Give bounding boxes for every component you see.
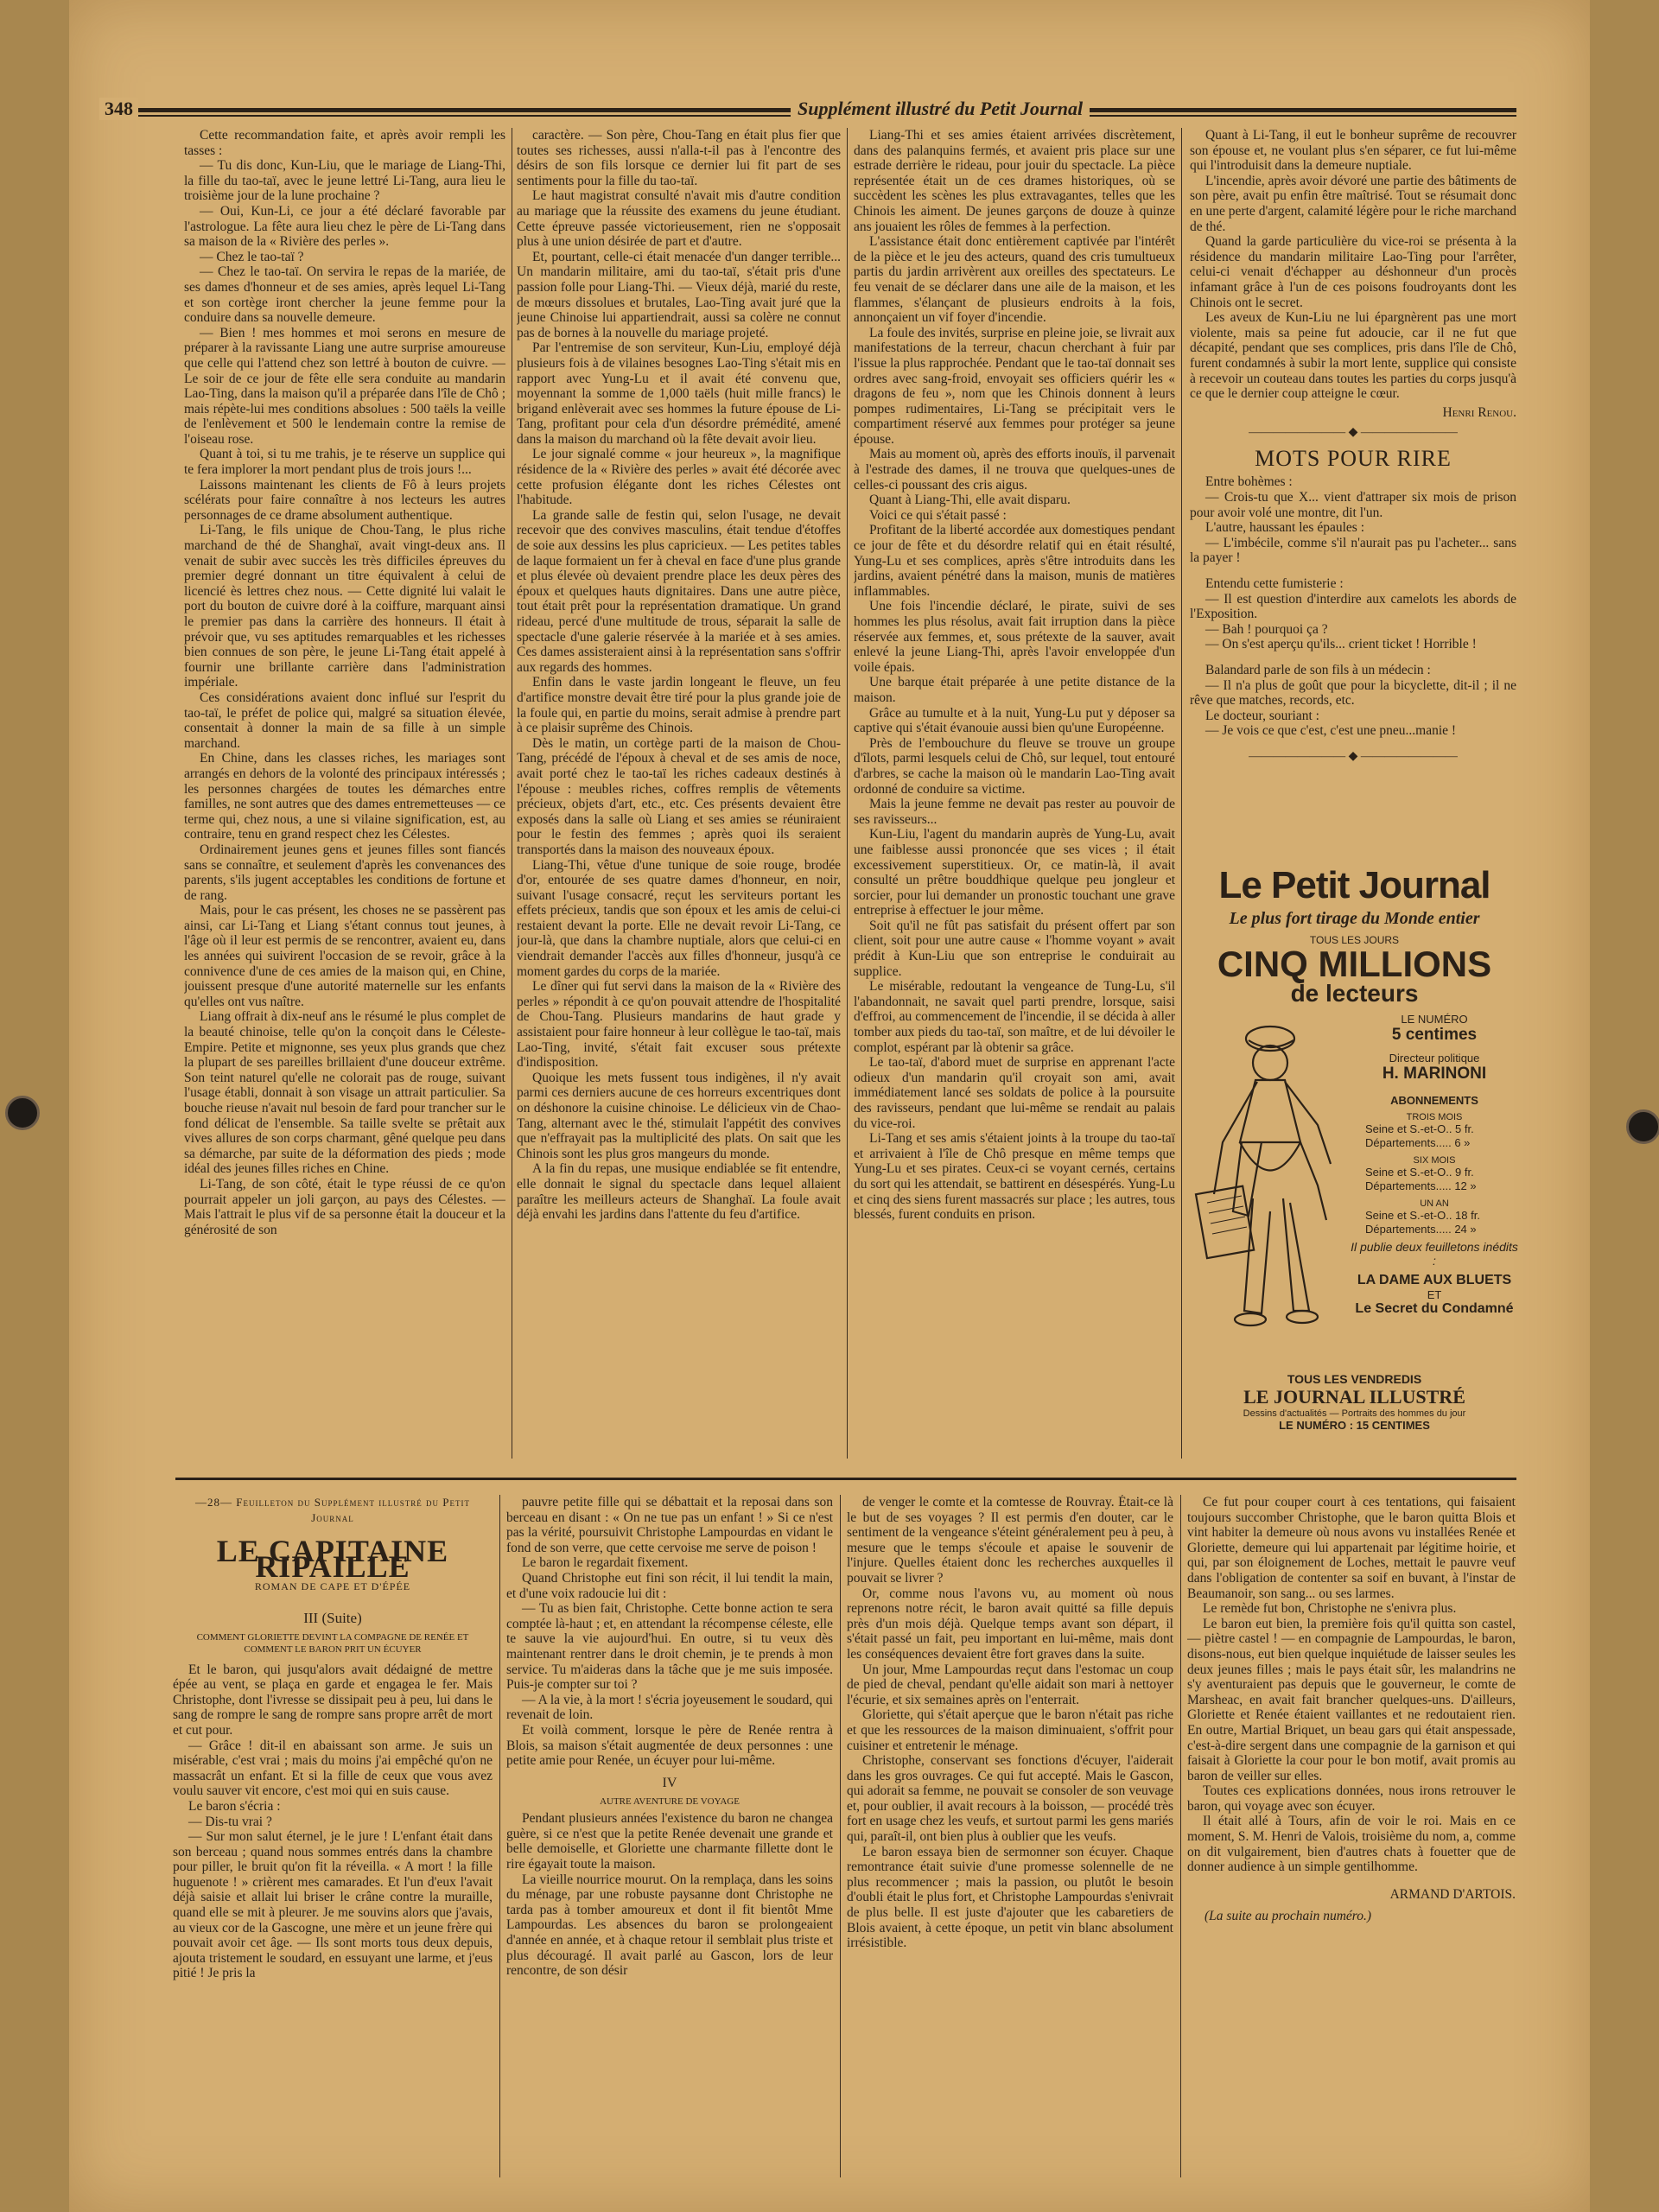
- article-paragraph: Par l'entremise de son serviteur, Kun-Liu, employé déjà plusieurs fois à de vilaines besognes Lao-Ting s'était mis en rapport avec Yung-Lu et il avait été convenu que, moyennant la somme de 1,000 taëls (huit mille francs) le brigand enlèverait avec ses hommes la future épouse de Li-Tang, profitant pour cela d'un désordre prémédité, amené dans la maison du marchand où la fête devait avoir lieu.: [517, 340, 841, 447]
- article-paragraph: Le haut magistrat consulté n'avait mis d'autre condition au mariage que la réussite des examens du jeune étudiant. Cette épreuve passée victorieusement, rien ne s'opposait plus à une union désirée de part et d'autre.: [517, 188, 841, 250]
- feuilleton-paragraph: — Sur mon salut éternel, je le jure ! L'enfant était dans son berceau ; quand nous sommes entrés dans la chambre pour piller, le bruit qu'on fit la réveilla. « A mort ! la fille huguenote ! » crièrent mes camarades. Et l'un d'eux l'avait déjà saisie et allait lui briser le crâne contre la muraille, quand elle se mit à pleurer. Je me souvins alors que j'avais, au vieux cor de la Gascogne, une mère et un jeune frère qui pouvait avoir cet âge. — Ils sont morts tous deux depuis, ajouta tristement le soudard, en essuyant une larme, et j'eus pitié ! Je pris la: [173, 1829, 493, 1981]
- article-paragraph: Grâce au tumulte et à la nuit, Yung-Lu put y déposer sa captive qui s'était évanouie aussi bien qu'une Européenne.: [854, 705, 1175, 736]
- article-paragraph: Près de l'embouchure du fleuve se trouve un groupe d'îlots, parmi lesquels celui de Chô, sur lequel, tout entouré d'arbres, se cache la maison où le mandarin Lao-Ting avait ordonné de conduire sa victime.: [854, 735, 1175, 797]
- column-rule: [1180, 1495, 1181, 2177]
- article-paragraph: Voici ce qui s'était passé :: [869, 507, 1007, 523]
- advert-illustrated: [1188, 1372, 1521, 1432]
- feuilleton-paragraph: Le baron le regardait fixement.: [522, 1555, 689, 1571]
- column-rule: [499, 1495, 500, 2177]
- feuilleton-paragraph: Le remède fut bon, Christophe ne s'enivra plus.: [1203, 1601, 1457, 1617]
- advert-illustrated-title: LE JOURNAL ILLUSTRÉ: [1243, 1386, 1465, 1408]
- masthead: [99, 98, 1516, 124]
- feuilleton-paragraph: Et le baron, qui jusqu'alors avait dédaigné de mettre épée au vent, se plaça en garde et engagea le fer. Mais Christophe, dont l'ivresse se dissipait peu à peu, lui dans le sang de rompre le sang de rompre sans propre arrêt de mort et cut pour.: [173, 1662, 493, 1738]
- feuilleton-paragraph: Ce fut pour couper court à ces tentations, qui faisaient toujours succomber Christophe, que le baron quitta Blois et vint habiter la demeure où nous avons vu installées Renée et Gloriette, demeure qui lui appartenait par légitime hoirie, et qui, par son éloignement de Loches, mettait le pauvre veuf dans l'obligation de contenter sa soif en buvant, à l'instar de Beaumanoir, son sang... ou ses larmes.: [1187, 1495, 1516, 1601]
- feuilleton-paragraph: Le baron s'écria :: [188, 1798, 281, 1814]
- feuilleton-chapter: III (Suite): [303, 1609, 362, 1626]
- article-paragraph: Quant à Liang-Thi, elle avait disparu.: [869, 493, 1071, 508]
- feuilleton-chapter-sub: COMMENT GLORIETTE DEVINT LA COMPAGNE DE RENÉE ET COMMENT LE BARON PRIT UN ÉCUYER: [196, 1631, 469, 1655]
- advert-et: ET: [1427, 1288, 1442, 1301]
- feuilleton-column-3: [847, 1495, 1173, 2177]
- joke: [1190, 576, 1516, 652]
- feuilleton-paragraph: Or, comme nous l'avons vu, au moment où nous reprenons notre récit, le baron avait quitté sa fille depuis près d'un mois déjà. Quelque temps avant son départ, il s'était passé un fait, peu important en lui-même, mais dont les conséquences devaient être fort graves dans la suite.: [847, 1586, 1173, 1662]
- binder-hole-right: [1626, 1109, 1659, 1144]
- advert-tagline: Le plus fort tirage du Monde entier: [1229, 909, 1480, 928]
- article-paragraph: Kun-Liu, l'agent du mandarin auprès de Yung-Lu, avait une faiblesse aussi prononcée que ses vices ; il était excessivement superstitieux. Or, ce matin-là, il avait consulté un prêtre bouddhique quelque peu jongleur et sorcier, pour lui demander un pronostic touchant une grave entreprise à effectuer le jour même.: [854, 827, 1175, 918]
- rate-dept: Départements..... 6 »: [1365, 1136, 1471, 1149]
- feuilleton-continued: (La suite au prochain numéro.): [1205, 1909, 1372, 1924]
- rate-dept: Départements..... 24 »: [1365, 1223, 1477, 1236]
- joke-line: — Il n'a plus de goût que pour la bicyclette, dit-il ; il ne rêve que matches, records, etc.: [1190, 677, 1516, 709]
- feuilleton-paragraph: — Dis-tu vrai ?: [188, 1814, 272, 1829]
- author-signature: Henri Renou.: [1442, 404, 1516, 420]
- feuilleton-column-2: [506, 1495, 833, 2177]
- article-paragraph: Laissons maintenant les clients de Fô à leurs projets scélérats pour faire connaître à nos lecteurs les autres personnages de ce drame absolument authentique.: [184, 477, 505, 523]
- article-paragraph: Li-Tang, le fils unique de Chou-Tang, le plus riche marchand de thé de Shanghaï, avait vingt-deux ans. Il venait de subir avec succès les très difficiles épreuves du premier degré donnant un titre équivalent à celui de licencié ès lettres chez nous. — Cette dignité lui valait le port du bouton de cuivre doré à la coiffure, marquant ainsi le premier pas dans la carrière des honneurs. Il était à prévoir que, vu ses aptitudes remarquables et les richesses bien connues de son père, le jeune Li-Tang était appelé à fournir une brillante carrière dans l'administration impériale.: [184, 523, 505, 690]
- feuilleton-subtitle: ROMAN DE CAPE ET D'ÉPÉE: [254, 1580, 411, 1593]
- feuilleton-chapter-iv-sub: AUTRE AVENTURE DE VOYAGE: [600, 1796, 740, 1808]
- feuilleton-paragraph: — Tu as bien fait, Christophe. Cette bonne action te sera comptée là-haut ; et, en attendant la récompense céleste, elle te sauve la vie aujourd'hui. En outre, si tu veux dès maintenant rentrer dans le droit chemin, je te prends à mon service. Tu m'aideras dans la tâche que je me suis imposée. Puis-je compter sur toi ?: [506, 1601, 833, 1693]
- feuilleton-paragraph: — Grâce ! dit-il en abaissant son arme. Je suis un misérable, c'est vrai ; mais du moins j'ai empêché qu'on ne massacrât un enfant. Et si la fille de ceux que vous avez voulu sauver vit encore, c'est moi qui en suis cause.: [173, 1738, 493, 1799]
- article-paragraph: Profitant de la liberté accordée aux domestiques pendant ce jour de fête et du désordre relatif qui en était résulté, Yung-Lu et ses complices, après s'être introduits dans les jardins, avaient pénétré dans la maison, munis de matières inflammables.: [854, 523, 1175, 599]
- advert-brand: Le Petit Journal: [1218, 864, 1491, 906]
- article-paragraph: L'incendie, après avoir dévoré une partie des bâtiments de son père, avait pu enfin être maîtrisé. Tout se résumait donc en une perte d'argent, calamité légère pour le riche marchand de thé.: [1190, 173, 1516, 234]
- article-paragraph: Mais au moment où, après des efforts inouïs, il parvenait à l'estrade des dames, il ne trouva que quelques-unes de celles-ci poussant des cris aigus.: [854, 447, 1175, 493]
- article-paragraph: Quant à toi, si tu me trahis, je te réserve un supplice qui te fera implorer la mort pendant plus de trois jours !...: [184, 447, 505, 478]
- article-paragraph: — Bien ! mes hommes et moi serons en mesure de préparer à la ravissante Liang une autre surprise amoureuse que celle qui l'attend chez son lettré à bouton de cuivre. — Le soir de ce jour de fête elle sera conduite au mandarin Lao-Ting, dans la maison qu'il a préparée dans l'île de Chô ; mais répète-lui mes conditions absolues : 500 taëls la veille de l'enlèvement et 500 le lendemain contre la remise de l'oiseau rose.: [184, 325, 505, 447]
- feuilleton-chapter-iv: IV: [662, 1775, 677, 1790]
- feuilleton-paragraph: Toutes ces explications données, nous irons retrouver le baron, qui voyage avec son écuyer.: [1187, 1783, 1516, 1814]
- article-paragraph: Le misérable, redoutant la vengeance de Tung-Lu, s'il l'abandonnait, ne savait quel parti prendre, lorsque, saisi d'effroi, au commencement de l'incendie, il se décida à aller tomber aux pieds du tao-taï, son maître, et de lui dévoiler le complot, espérant par là obtenir sa grâce.: [854, 979, 1175, 1055]
- advert-novel-1: LA DAME AUX BLUETS: [1357, 1273, 1512, 1287]
- jokes-list: [1190, 474, 1516, 739]
- advert-readers: de lecteurs: [1290, 980, 1419, 1007]
- feuilleton-column-4: [1187, 1495, 1516, 2177]
- joke-line: Le docteur, souriant :: [1205, 708, 1319, 723]
- binder-hole-left: [5, 1096, 40, 1130]
- rate-period: UN AN: [1420, 1198, 1449, 1209]
- article-paragraph: Mais la jeune femme ne devait pas rester au pouvoir de ses ravisseurs...: [854, 797, 1175, 827]
- rate-period: SIX MOIS: [1413, 1155, 1456, 1166]
- article-paragraph: Ordinairement jeunes gens et jeunes filles sont fiancés sans se connaître, et seulement d'après les convenances des parents, s'ils jugent acceptables les conditions de fortune et de rang.: [184, 842, 505, 903]
- article-column-4: [1190, 128, 1516, 862]
- article-paragraph: Dès le matin, un cortège parti de la maison de Chou-Tang, précédé de l'époux à cheval et de ses amis de noce, avait porté chez le tao-taï les riches cadeaux destinés à l'épouse : meubles riches, coffres remplis de vêtements précieux, objets d'art, etc., etc. Ces présents devaient être exposés dans la salle où Liang et ses amies se réuniraient pour le festin des femmes ; après quoi ils seraient transportés dans la maison des nouveaux époux.: [517, 735, 841, 857]
- page-number: 348: [99, 98, 138, 120]
- petit-journal-advert: [1188, 864, 1521, 1469]
- article-paragraph: Les aveux de Kun-Liu ne lui épargnèrent pas une mort violente, mais sa peine fut adoucie, car il ne fut que décapité, pendant que ses complices, pris dans l'île de Chô, furent condamnés à subir la mort lente, supplice qui consiste à recevoir un couteau dans toutes les parties du corps jusqu'à ce que le dernier coup atteigne le cœur.: [1190, 310, 1516, 402]
- column-rule: [840, 1495, 841, 2177]
- column-rule: [1181, 128, 1182, 1459]
- joke-line: — L'imbécile, comme s'il n'aurait pas pu l'acheter... sans la payer !: [1190, 535, 1516, 566]
- feuilleton-paragraph: La vieille nourrice mourut. On la remplaça, dans les soins du ménage, par une robuste paysanne dont Christophe ne tarda pas à tomber amoureux et dont il fit bientôt Mme Lampourdas. Les absences du baron se prolongeaient d'année en année, et à chaque retour il semblait plus triste et plus découragé. Il avait parlé au Gascon, lors de leur rencontre, de son désir: [506, 1872, 833, 1979]
- article-paragraph: Cette recommandation faite, et après avoir rempli les tasses :: [184, 128, 505, 158]
- newspaper-seller-illustration: [1188, 1013, 1344, 1358]
- advert-publishes: Il publie deux feuilletons inédits :: [1351, 1240, 1518, 1268]
- article-paragraph: Quand la garde particulière du vice-roi se présenta à la résidence du mandarin militaire Lao-Ting pour l'arrêter, celui-ci venait d'échapper au déshonneur d'un procès infamant grâce à l'un de ces poisons foudroyants dont les Chinois ont le secret.: [1190, 234, 1516, 310]
- article-paragraph: Quoique les mets fussent tous indigènes, il n'y avait parmi ces derniers aucune de ces horreurs excentriques dont on déshonore la cuisine chinoise. Le délicieux vin de Chao-Tang, alternant avec le thé, stimulait l'appétit des convives que n'effrayait pas la multiplicité des plats. On sait que les Chinois sont les plus gros mangeurs du monde.: [517, 1070, 841, 1161]
- rate-seine: Seine et S.-et-O.. 5 fr.: [1365, 1122, 1474, 1135]
- feuilleton-paragraph: Le baron essaya bien de sermonner son écuyer. Chaque remontrance était suivie d'une promesse solennelle de ne plus recommencer ; mais la passion, ou plutôt le besoin d'oubli était le plus fort, et Christophe Lampourdas s'enivrait de plus belle. Il est juste d'ajouter que les cabaretiers de Blois avaient, à cette époque, un petit vin blanc absolument irrésistible.: [847, 1844, 1173, 1951]
- joke: [1190, 474, 1516, 566]
- feuilleton-paragraph: Un jour, Mme Lampourdas reçut dans l'estomac un coup de pied de cheval, pendant qu'elle aidait son mari à nettoyer l'écurie, et six semaines après on l'enterrait.: [847, 1662, 1173, 1707]
- article-paragraph: La foule des invités, surprise en pleine joie, se livrait aux manifestations de la terreur, chacun cherchant à fuir par l'issue la plus rapprochée. Pendant que le tao-taï donnait ses ordres avec sang-froid, envoyait ses officiers quérir les « dragons de feu », nom que les Chinois donnent à leurs pompes rudimentaires, Li-Tang se précipitait vers le compartiment réservé aux femmes pour protéger sa jeune épouse.: [854, 325, 1175, 447]
- joke-line: — Je vois ce que c'est, c'est une pneu...manie !: [1205, 723, 1457, 739]
- article-paragraph: En Chine, dans les classes riches, les mariages sont arrangés en dehors de la volonté des principaux intéressés ; les personnes chargées de toutes les démarches entre familles, ne sont autres que des dames entremetteuses — ce terme qui, chez nous, a une si vilaine signification, est, au contraire, tenu en grand respect chez les Célestes.: [184, 751, 505, 842]
- rate-seine: Seine et S.-et-O.. 9 fr.: [1365, 1166, 1474, 1179]
- advert-details: [1348, 1013, 1521, 1317]
- feuilleton-paragraph: Et voilà comment, lorsque le père de Renée rentra à Blois, sa maison s'était augmentée de deux personnes : une petite amie pour Renée, un écuyer pour lui-même.: [506, 1722, 833, 1769]
- article-paragraph: — Tu dis donc, Kun-Liu, que le mariage de Liang-Thi, la fille du tao-taï, avec le jeune lettré Li-Tang, aura lieu le troisième jour de la lune prochaine ?: [184, 158, 505, 204]
- feuilleton-signature: ARMAND D'ARTOIS.: [1389, 1886, 1516, 1902]
- joke-line: L'autre, haussant les épaules :: [1205, 520, 1364, 536]
- article-paragraph: Une barque était préparée à une petite distance de la maison.: [854, 675, 1175, 705]
- article-paragraph: — Chez le tao-taï ?: [200, 249, 304, 264]
- feuilleton-paragraph: Gloriette, qui s'était aperçue que le baron n'était pas riche et que les ressources de la maison diminuaient, s'offrit pour cuisiner et entretenir le ménage.: [847, 1707, 1173, 1753]
- advert-millions: CINQ MILLIONS: [1217, 944, 1492, 984]
- article-paragraph: Liang-Thi, vêtue d'une tunique de soie rouge, brodée d'or, entourée de ses quatre dames d'honneur, en noir, suivant l'usage consacré, reçut les serviteurs portant les effets précieux, tandis que son époux et les amis de celui-ci restaient devant la porte. Elle ne devait revoir Li-Tang, ce jour-là, que dans la chambre nuptiale, alors que celui-ci en viendrait demander l'accès aux filles d'honneur, jusqu'à ce moment gardes du corps de la mariée.: [517, 857, 841, 979]
- section-divider: [175, 1478, 1516, 1480]
- article-column-2: [517, 128, 841, 1459]
- divider-ornament: ———————— ◆ ————————: [1249, 426, 1458, 440]
- article-column-3: [854, 128, 1175, 1459]
- advert-director: H. MARINONI: [1382, 1065, 1487, 1083]
- joke-line: Balandard parle de son fils à un médecin :: [1205, 663, 1431, 677]
- article-paragraph: Et, pourtant, celle-ci était menacée d'un danger terrible... Un mandarin militaire, ami du tao-taï, s'était pris d'une passion folle pour Liang-Thi. — Vieux déjà, marié du reste, de mœurs dissolues et brutales, Lao-Ting avait juré que la jeune Chinoise lui appartiendrait, aussi sa colère ne connut pas de bornes à la nouvelle du mariage projeté.: [517, 249, 841, 340]
- article-paragraph: Mais, pour le cas présent, les choses ne se passèrent pas ainsi, car Li-Tang et Liang s'étant connus tout jeunes, à l'âge où il leur est permis de se rencontrer, avaient eu, dans les années qui suivirent l'occasion de se revoir, grâce à la connivence d'une de ces amies de la maison qui, en Chine, jouissent presque d'une autorité maternelle sur les enfants qu'elles ont vus naître.: [184, 903, 505, 1009]
- advert-every-day: TOUS LES JOURS: [1309, 934, 1400, 946]
- advert-rates: [1348, 1112, 1521, 1236]
- jokes-title: MOTS POUR RIRE: [1255, 445, 1452, 471]
- publication-title: Supplément illustré du Petit Journal: [791, 98, 1090, 120]
- joke-line: Entre bohèmes :: [1205, 474, 1293, 490]
- rate-period: TROIS MOIS: [1406, 1112, 1463, 1122]
- column-rule: [847, 128, 848, 1459]
- feuilleton-paragraph: — A la vie, à la mort ! s'écria joyeusement le soudard, qui revenait de loin.: [506, 1692, 833, 1723]
- feuilleton-paragraph: pauvre petite fille qui se débattait et la reposai dans son berceau en disant : « On ne tue pas un enfant ! » Si ce n'est pas la vérité, poursuivit Christophe Lampourdas en vidant le fond de son verre, que cette cervoise me serve de poison !: [506, 1495, 833, 1555]
- joke-line: — On s'est aperçu qu'ils... crient ticket ! Horrible !: [1205, 637, 1477, 652]
- feuilleton-paragraph: de venger le comte et la comtesse de Rouvray. Était-ce là le but de ses voyages ? Il est permis d'en douter, car le sentiment de la vengeance s'éteint généralement peu à peu, à mesure que le temps s'écoule et apaise le souvenir de l'injure. Quelles étaient donc les recherches auxquelles il pouvait se livrer ?: [847, 1495, 1173, 1586]
- article-paragraph: Le dîner qui fut servi dans la maison de la « Rivière des perles » répondit à ce qu'on pouvait attendre de l'hospitalité de Chou-Tang. Plusieurs mandarins de haut grade y assistaient pour faire honneur à leur collègue le tao-taï, mais Lao-Ting, invité, s'était fait excuser sous prétexte d'indisposition.: [517, 979, 841, 1071]
- rate-seine: Seine et S.-et-O.. 18 fr.: [1365, 1209, 1480, 1222]
- article-paragraph: Ces considérations avaient donc influé sur l'esprit du tao-taï, le préfet de police qui, malgré sa situation élevée, consentait à donner la main de sa fille à un simple marchand.: [184, 690, 505, 751]
- joke-line: — Crois-tu que X... vient d'attraper six mois de prison pour avoir volé une montre, dit l'un.: [1190, 490, 1516, 520]
- joke-line: Entendu cette fumisterie :: [1205, 576, 1344, 592]
- article-paragraph: Le jour signalé comme « jour heureux », la magnifique résidence de la « Rivière des perles » avait été décorée avec cette profusion élégante dont les riches Célestes ont l'habitude.: [517, 447, 841, 508]
- article-paragraph: Une fois l'incendie déclaré, le pirate, suivi de ses hommes les plus résolus, avait fait irruption dans la pièce réservée aux femmes, et, sous prétexte de la sauver, avait enlevé la jeune Liang-Thi, après l'avoir enveloppée d'un voile épais.: [854, 599, 1175, 675]
- feuilleton-header: —28— Feuilleton du Supplément illustré du Petit Journal: [195, 1496, 470, 1524]
- advert-issue-price: 5 centimes: [1391, 1026, 1478, 1044]
- advert-director-label: Directeur politique: [1389, 1052, 1480, 1065]
- advert-issue-label: LE NUMÉRO: [1401, 1013, 1468, 1026]
- feuilleton-column-1: [173, 1495, 493, 2169]
- article-paragraph: Enfin dans le vaste jardin longeant le fleuve, un feu d'artifice monstre devait être tiré pour la plus grande joie de la foule qui, en partie du moins, serait admise à prendre part à ce plaisir suprême des Chinois.: [517, 675, 841, 736]
- rate-dept: Départements..... 12 »: [1365, 1179, 1477, 1192]
- article-paragraph: A la fin du repas, une musique endiablée se fit entendre, elle donnait le signal du spectacle dans lequel allaient paraître les meilleurs acteurs de Shanghaï. La foule avait déjà envahi les jardins dans l'attente du feu d'artifice.: [517, 1161, 841, 1223]
- feuilleton-paragraph: Quand Christophe eut fini son récit, il lui tendit la main, et d'une voix radoucie lui dit :: [506, 1570, 833, 1601]
- advert-subscriptions: ABONNEMENTS: [1390, 1094, 1478, 1107]
- article-paragraph: Liang offrait à dix-neuf ans le résumé le plus complet de la beauté chinoise, telle qu'on la conçoit dans le Céleste-Empire. Petite et mignonne, ses yeux plus grands que chez la plupart de ses pareilles brillaient d'une douceur extrême. Son teint naturel qu'elle ne colorait pas de rouge, suivant l'usage établi, donnait à son visage un attrait particulier. Sa bouche rieuse n'avait nul besoin de fard pour trancher sur le fond délicat de l'ensemble. Sa taille svelte se prêtait aux vives allures de son corps charmant, gêné quelque peu dans sa démarche, par suite de la déformation des pieds ; mode idéal des jeunes filles riches en Chine.: [184, 1009, 505, 1177]
- article-paragraph: L'assistance était donc entièrement captivée par l'intérêt de la pièce et le jeu des acteurs, quand des cris tumultueux partis du jardin arrivèrent aux oreilles des spectateurs. Le feu venait de se déclarer dans une aile de la maison, et les flammes, s'élançant de plusieurs endroits à la fois, annonçaient un vif foyer d'incendie.: [854, 234, 1175, 326]
- article-paragraph: — Chez le tao-taï. On servira le repas de la mariée, de ses dames d'honneur et de ses amies, après lequel Li-Tang et son cortège iront chercher la jeune femme pour la conduire dans sa nouvelle demeure.: [184, 264, 505, 326]
- article-paragraph: Li-Tang et ses amis s'étaient joints à la troupe du tao-taï et arrivaient à l'île de Chô presque en même temps que Yung-Lu et ses pirates. Ceux-ci se voyant cernés, certains du sort qui les attendait, se battirent en désespérés. Yung-Lu et cinq des siens furent massacrés sur place ; les autres, tous blessés, furent conduits en prison.: [854, 1131, 1175, 1223]
- feuilleton-title: LE CAPITAINE RIPAILLE: [216, 1534, 449, 1584]
- joke-line: — Bah ! pourquoi ça ?: [1205, 621, 1328, 637]
- feuilleton-paragraph: Christophe, conservant ses fonctions d'écuyer, l'aiderait dans les gros ouvrages. Ce qui fut accepté. Mais le Gascon, qui adorait sa femme, ne pouvait se consoler de son veuvage et, pour oublier, il avait recours à la boisson, — procédé très fort en usage chez les veufs, et surtout parmi les gens mariés qui, paraît-il, ont bien plus à oublier que les veufs.: [847, 1753, 1173, 1845]
- advert-illustrated-price: LE NUMÉRO : 15 CENTIMES: [1279, 1419, 1430, 1432]
- advert-weekly: TOUS LES VENDREDIS: [1287, 1372, 1422, 1386]
- article-paragraph: — Oui, Kun-Li, ce jour a été déclaré favorable par l'astrologue. La fête aura lieu chez le père de Li-Tang dans sa maison de la « Rivière des perles ».: [184, 203, 505, 250]
- joke: [1190, 663, 1516, 739]
- divider-ornament: ———————— ◆ ————————: [1249, 749, 1458, 763]
- article-column-1: [184, 128, 505, 1459]
- article-paragraph: caractère. — Son père, Chou-Tang en était plus fier que toutes ses richesses, aussi n'alla-t-il pas à l'encontre des désirs de son fils lorsque ce dernier lui fit part de ses sentiments pour la fille du tao-taï.: [517, 128, 841, 188]
- advert-novel-2: Le Secret du Condamné: [1355, 1301, 1514, 1316]
- advert-illustrated-sub: Dessins d'actualités — Portraits des hommes du jour: [1243, 1408, 1466, 1419]
- article-paragraph: Soit qu'il ne fût pas satisfait du présent offert par son client, soit pour une autre cause « l'homme voyant » avait prédit à Kun-Liu que son entreprise le conduirait au supplice.: [854, 918, 1175, 979]
- joke-line: — Il est question d'interdire aux camelots les abords de l'Exposition.: [1190, 591, 1516, 622]
- article-paragraph: Li-Tang, de son côté, était le type réussi de ce qu'on pourrait appeler un joli garçon, au pays des Célestes. — Mais l'attrait le plus vif de sa personne était la douceur et la générosité de son: [184, 1176, 505, 1237]
- feuilleton-paragraph: Le baron eut bien, la première fois qu'il quitta son castel, — piètre castel ! — en compagnie de Lampourdas, le baron, disons-nous, eut bien quelque inquiétude de laisser seules les deux jeunes filles ; mais le pays était sûr, les malandrins ne s'y aventuraient pas depuis que le gouverneur, le comte de Marsheac, en avait fait brancher quelques-uns. D'ailleurs, Gloriette et Renée étaient vaillantes et ne redoutaient rien. En outre, Martial Briquet, un beau gars qui était anspessade, c'est-à-dire sergent dans une compagnie de la garnison et qui faisait à Gloriette la cour pour le bon motif, avait promis au baron de veiller sur elles.: [1187, 1616, 1516, 1783]
- feuilleton-paragraph: Il était allé à Tours, afin de voir le roi. Mais en ce moment, S. M. Henri de Valois, troisième du nom, a, comme on dit vulgairement, bien d'autres chats à fouetter que de donner audience à un simple gentilhomme.: [1187, 1814, 1516, 1875]
- article-paragraph: Quant à Li-Tang, il eut le bonheur suprême de recouvrer son épouse et, ne voulant plus s'en séparer, ce fut lui-même qui l'introduisit dans la demeure nuptiale.: [1190, 128, 1516, 174]
- feuilleton-paragraph: Pendant plusieurs années l'existence du baron ne changea guère, si ce n'est que la petite Renée devenait une grande et belle demoiselle, et Gloriette une charmante fillette dont le rire égayait toute la maison.: [506, 1811, 833, 1872]
- article-paragraph: Liang-Thi et ses amies étaient arrivées discrètement, dans des palanquins fermés, et avaient pris place sur une estrade derrière le rideau, pour jouir du spectacle. La pièce représentée était un de ces drames historiques, où se succèdent les scènes les plus extravagantes, telles que les Chinois les aiment. De jeunes garçons de douze à quinze ans jouaient les rôles de femmes à la perfection.: [854, 128, 1175, 234]
- article-paragraph: Le tao-taï, d'abord muet de surprise en apprenant l'acte odieux d'un mandarin qu'il croyait son ami, avait immédiatement lancé ses soldats de police à la poursuite des ravisseurs, pendant que lui-même se rendait au palais du vice-roi.: [854, 1055, 1175, 1131]
- article-paragraph: La grande salle de festin qui, selon l'usage, ne devait recevoir que des convives masculins, était tendue d'étoffes de soie aux dessins les plus capricieux. — Les petites tables de laque formaient un fer à cheval en face d'une plus grande et plus élevée où devaient prendre place les deux pères des époux et quelques hauts dignitaires. Dans une autre pièce, tout était prêt pour la représentation dramatique. Un grand rideau, percé d'une multitude de trous, séparait la salle de spectacle d'une galerie réservée à la mariée et à ses amies. Ces dames assisteraient ainsi à la représentation sans s'offrir aux regards des hommes.: [517, 507, 841, 675]
